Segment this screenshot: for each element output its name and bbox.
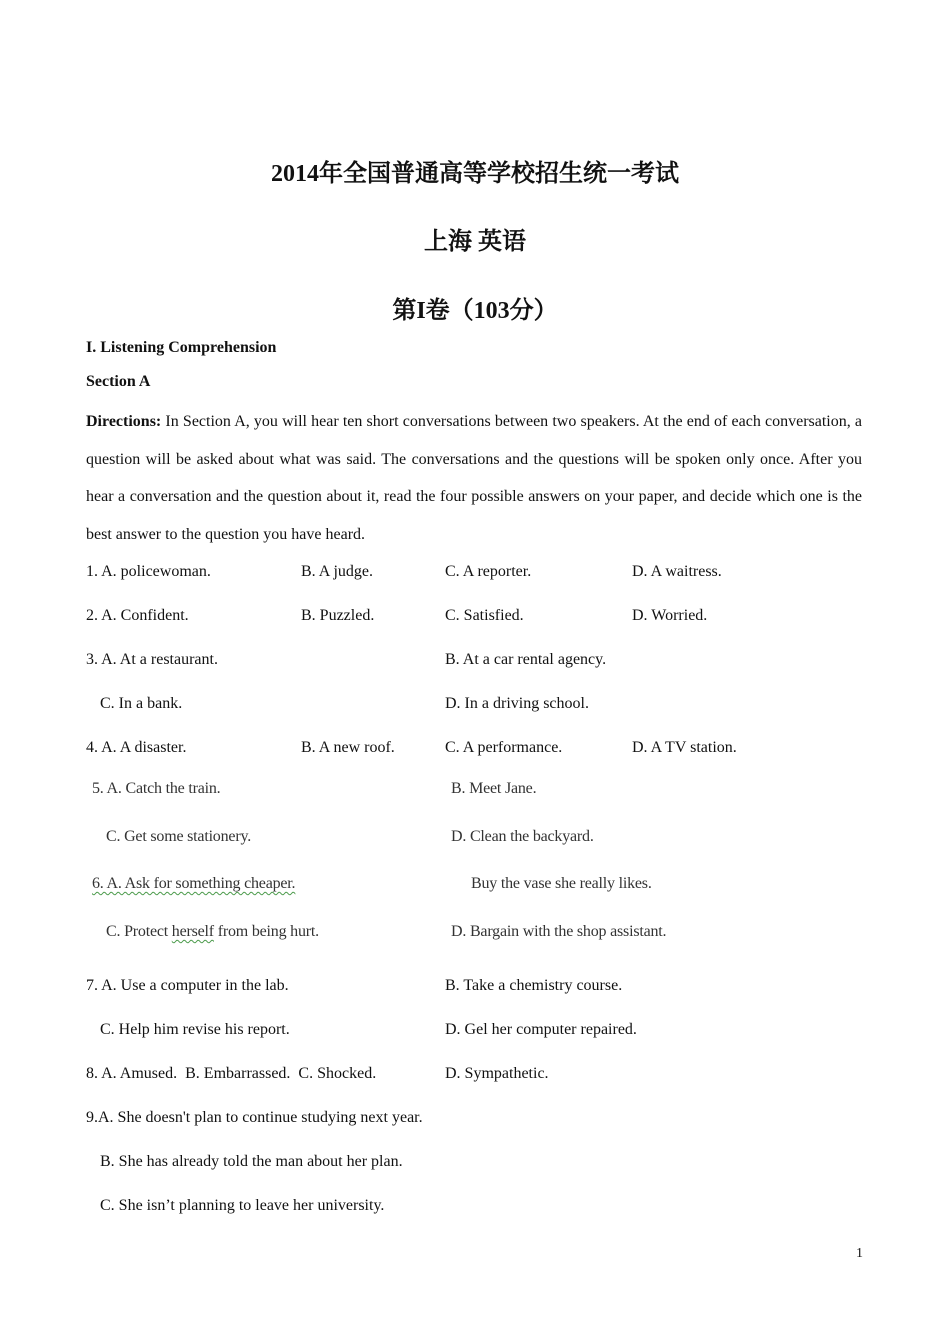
q6-option-d: D. Bargain with the shop assistant. [451, 923, 667, 940]
q6-option-b: Buy the vase she really likes. [471, 875, 652, 892]
exam-subtitle: 上海 英语 [424, 229, 526, 255]
q6-option-a: 6. A. Ask for something cheaper. [92, 875, 296, 892]
q4-option-d: D. A TV station. [632, 739, 737, 756]
q2-option-d: D. Worried. [632, 607, 708, 624]
q3-option-c: C. In a bank. [100, 695, 183, 712]
exam-title: 2014年全国普通高等学校招生统一考试 [271, 161, 679, 187]
q9-option-b: B. She has already told the man about her plan. [100, 1153, 403, 1170]
q3-option-b: B. At a car rental agency. [445, 651, 607, 668]
q6-option-c [106, 923, 319, 941]
directions-label: Directions: [86, 413, 162, 430]
q5-option-d: D. Clean the backyard. [451, 828, 594, 845]
q3-option-d: D. In a driving school. [445, 695, 589, 712]
q4-option-a: 4. A. A disaster. [86, 739, 187, 756]
q5-option-b: B. Meet Jane. [451, 780, 537, 797]
q1-option-d: D. A waitress. [632, 563, 722, 580]
q7-option-b: B. Take a chemistry course. [445, 977, 623, 994]
q7-option-a: 7. A. Use a computer in the lab. [86, 977, 289, 994]
volume-heading: 第I卷（103分） [392, 298, 558, 324]
q1-option-c: C. A reporter. [445, 563, 532, 580]
q2-option-a: 2. A. Confident. [86, 607, 189, 624]
q2-option-b: B. Puzzled. [301, 607, 375, 624]
section-heading: Section A [86, 373, 151, 390]
q5-option-c: C. Get some stationery. [106, 828, 252, 845]
q1-option-a: 1. A. policewoman. [86, 563, 211, 580]
q8-options-abc: 8. A. Amused. B. Embarrassed. C. Shocked. [86, 1065, 377, 1082]
q4-option-b: B. A new roof. [301, 739, 395, 756]
q9-option-a: 9.A. She doesn't plan to continue studying next year. [86, 1109, 423, 1126]
q7-option-d: D. Gel her computer repaired. [445, 1021, 637, 1038]
part-heading: I. Listening Comprehension [86, 339, 277, 356]
q8-option-d: D. Sympathetic. [445, 1065, 549, 1082]
q6-option-c-post: from being hurt. [213, 923, 319, 940]
q1-option-b: B. A judge. [301, 563, 374, 580]
q5-option-a: 5. A. Catch the train. [92, 780, 221, 797]
directions-paragraph [86, 403, 862, 553]
directions-text: In Section A, you will hear ten short conversations between two speakers. At the end of each conversation, a question will be asked about what was said. The conversations and the questions will be spoken only once. After you hear a conversation and the question about it, read the four possible answers on your paper, and decide which one is the best answer to the question you have heard. [86, 413, 863, 543]
page-number: 1 [856, 1246, 863, 1261]
q4-option-c: C. A performance. [445, 739, 563, 756]
q6-option-c-mid: herself [171, 923, 214, 940]
q7-option-c: C. Help him revise his report. [100, 1021, 290, 1038]
q2-option-c: C. Satisfied. [445, 607, 524, 624]
q3-option-a: 3. A. At a restaurant. [86, 651, 218, 668]
q6-option-c-pre: C. Protect [106, 923, 172, 940]
q9-option-c: C. She isn’t planning to leave her university. [100, 1197, 385, 1214]
